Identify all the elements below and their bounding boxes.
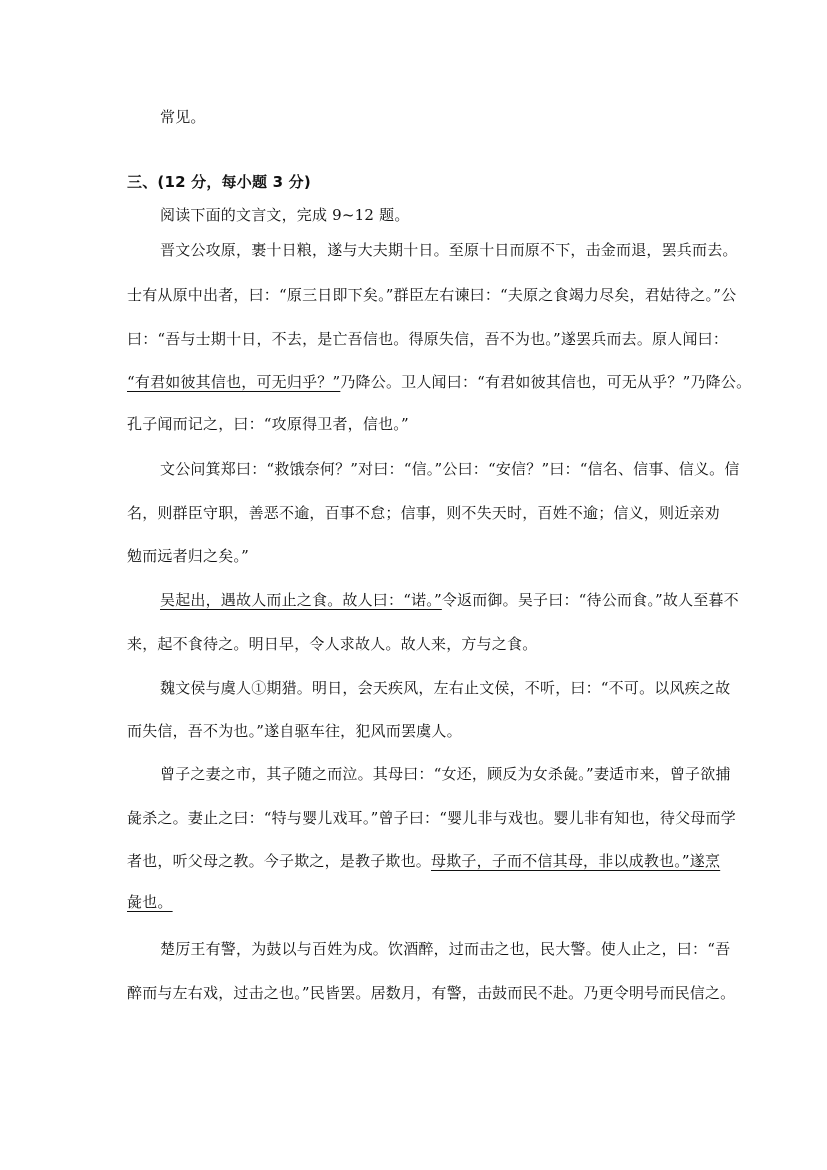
- passage-line-18: 醉而与左右戏，过击之也。”民皆罢。居数月，有警，击鼓而民不赴。乃更令明号而民信之。: [127, 984, 736, 1002]
- passage-line-8: 勉而远者归之矣。”: [127, 547, 249, 565]
- passage-line-9: 吴起出，遇故人而止之食。故人曰：“诺。”令返而御。吴子曰：“待公而食。”故人至暮不: [160, 591, 739, 609]
- passage-line-17: 楚厉王有警，为鼓以与百姓为戍。饮酒醉，过而击之也，民大警。使人止之，曰：“吾: [160, 940, 731, 958]
- text-line-changjian: 常见。: [160, 108, 206, 126]
- instruction-line: 阅读下面的文言文，完成 9~12 题。: [160, 206, 410, 224]
- passage-line-6: 文公问箕郑曰：“救饿奈何？”对曰：“信。”公曰：“安信？”曰：“信名、信事、信义。信: [160, 460, 740, 478]
- underlined-sentence-2: 吴起出，遇故人而止之食。故人曰：“诺。”: [160, 591, 442, 609]
- passage-line-4: “有君如彼其信也，可无归乎？”乃降公。卫人闻曰：“有君如彼其信也，可无从乎？”乃降公。: [127, 373, 752, 391]
- passage-line-15: 者也，听父母之教。今子欺之，是教子欺也。母欺子，子而不信其母，非以成教也。”遂烹: [127, 852, 721, 870]
- passage-line-3: 曰：“吾与士期十日，不去，是亡吾信也。得原失信，吾不为也。”遂罢兵而去。原人闻曰：: [127, 330, 729, 348]
- passage-line-13: 曾子之妻之市，其子随之而泣。其母曰：“女还，顾反为女杀彘。”妻适市来，曾子欲捕: [160, 765, 731, 783]
- passage-line-7: 名，则群臣守职，善恶不逾，百事不怠；信事，则不失天时，百姓不逾；信义，则近亲劝: [127, 504, 720, 522]
- underlined-sentence-3: 母欺子，子而不信其母，非以成教也。”遂烹: [431, 852, 721, 870]
- underlined-sentence-1: “有君如彼其信也，可无归乎？”: [127, 373, 341, 391]
- passage-line-14: 彘杀之。妻止之曰：“特与婴儿戏耳。”曾子曰：“婴儿非与戏也。婴儿非有知也，待父母而学: [127, 809, 736, 827]
- passage-line-5: 孔子闻而记之，曰：“攻原得卫者，信也。”: [127, 415, 409, 433]
- passage-line-2: 士有从原中出者，曰：“原三日即下矣。”群臣左右谏曰：“夫原之食竭力尽矣，君姑待之。”公: [127, 286, 737, 304]
- passage-line-16: [127, 892, 173, 912]
- section-heading: 三、(12 分，每小题 3 分): [127, 173, 311, 191]
- passage-line-10: 来，起不食待之。明日早，令人求故人。故人来，方与之食。: [127, 635, 538, 653]
- passage-line-12: 而失信，吾不为也。”遂自驱车往，犯风而罢虞人。: [127, 722, 462, 740]
- passage-line-1: 晋文公攻原，裹十日粮，遂与大夫期十日。至原十日而原不下，击金而退，罢兵而去。: [160, 241, 738, 259]
- passage-line-11: 魏文侯与虞人①期猎。明日，会天疾风，左右止文侯，不听，曰：“不可。以风疾之故: [160, 679, 731, 697]
- underlined-sentence-3-end: 彘也。: [127, 893, 173, 911]
